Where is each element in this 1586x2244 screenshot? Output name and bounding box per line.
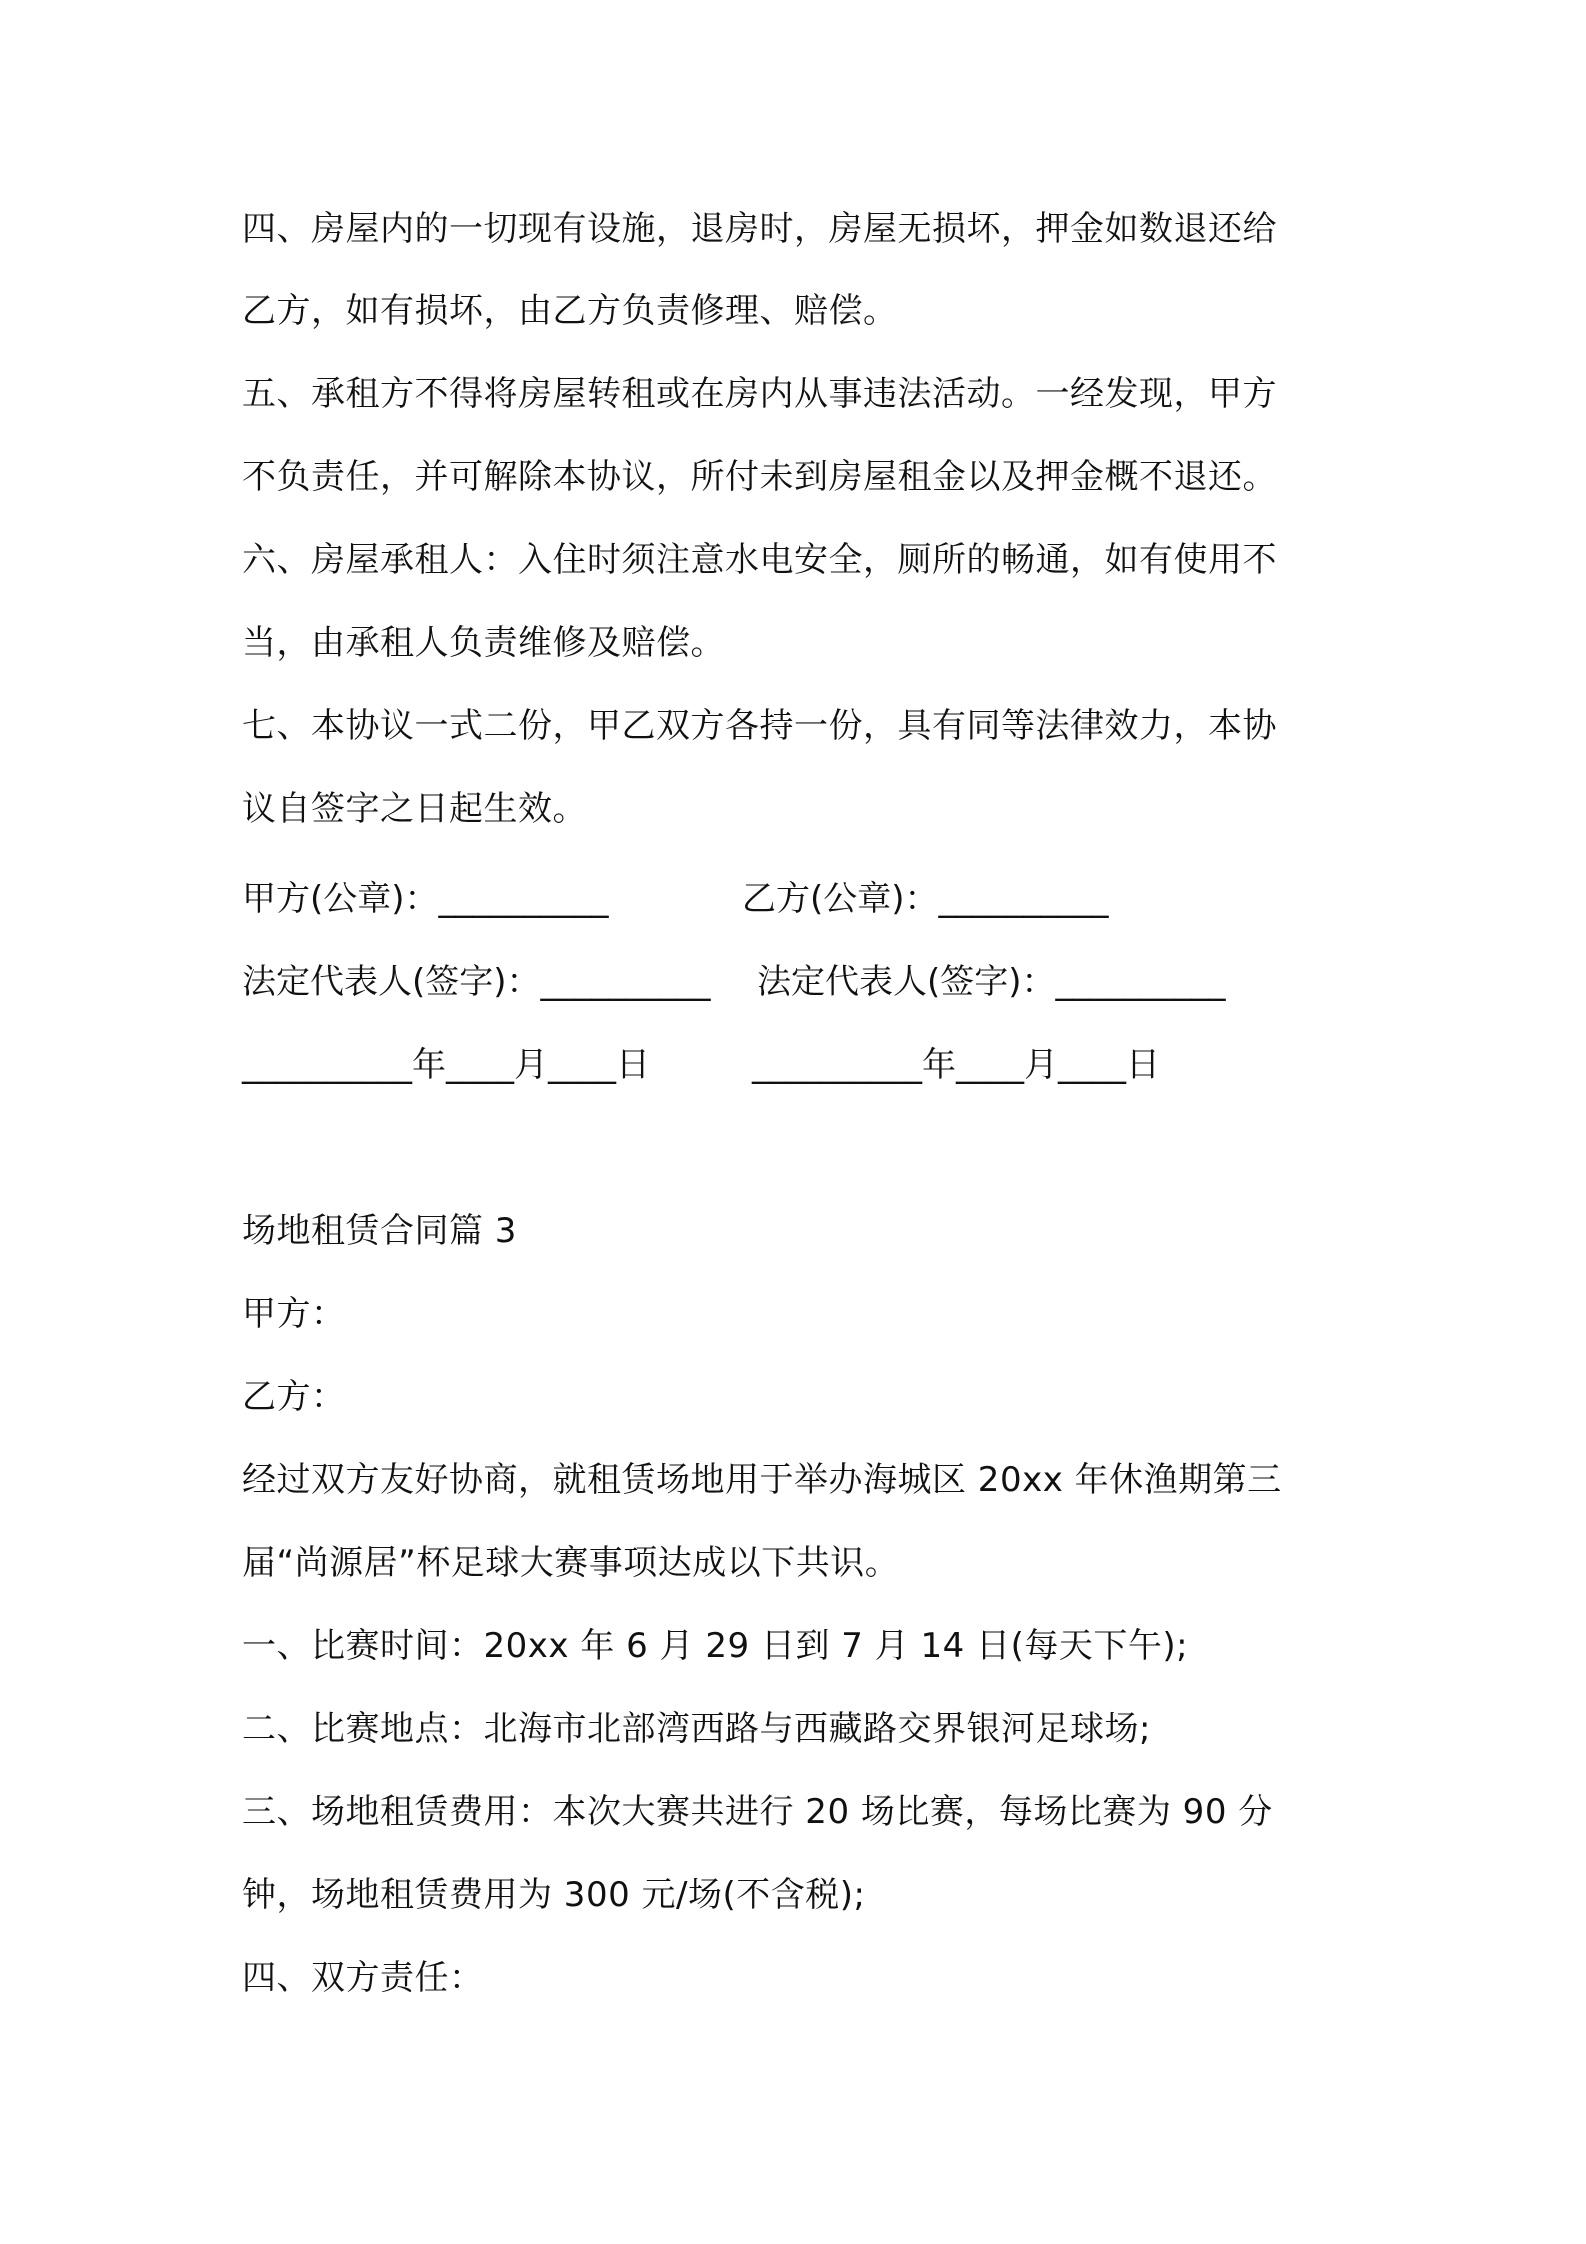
clause-4-line-1: 四、房屋内的一切现有设施，退房时，房屋无损坏，押金如数退还给 <box>242 209 1277 249</box>
clause-6-line-2: 当，由承租人负责维修及赔偿。 <box>242 623 725 663</box>
party-b-label: 乙方： <box>242 1377 346 1417</box>
clause-5-line-1: 五、承租方不得将房屋转租或在房内从事违法活动。一经发现，甲方 <box>242 374 1277 414</box>
date-b-field: __________年____月____日 <box>752 1045 1160 1085</box>
date-a-field: __________年____月____日 <box>242 1045 650 1085</box>
party-a-seal-field: 甲方(公章)：__________ <box>242 879 609 919</box>
clause-5-line-2: 不负责任，并可解除本协议，所付未到房屋租金以及押金概不退还。 <box>242 457 1277 497</box>
article-3-fee-line-2: 钟，场地租赁费用为 300 元/场(不含税); <box>242 1875 866 1915</box>
article-3-fee-line-1: 三、场地租赁费用：本次大赛共进行 20 场比赛，每场比赛为 90 分 <box>242 1792 1273 1832</box>
article-4-responsibilities: 四、双方责任： <box>242 1958 484 1998</box>
legal-rep-b-field: 法定代表人(签字)：__________ <box>757 962 1226 1002</box>
preamble-line-1: 经过双方友好协商，就租赁场地用于举办海城区 20xx 年休渔期第三 <box>242 1460 1282 1500</box>
preamble-line-2: 届“尚源居”杯足球大赛事项达成以下共识。 <box>242 1543 900 1583</box>
party-b-seal-field: 乙方(公章)：__________ <box>742 879 1109 919</box>
party-a-label: 甲方： <box>242 1294 346 1334</box>
article-2-location: 二、比赛地点：北海市北部湾西路与西藏路交界银河足球场; <box>242 1709 1151 1749</box>
clause-6-line-1: 六、房屋承租人：入住时须注意水电安全，厕所的畅通，如有使用不 <box>242 540 1277 580</box>
legal-rep-a-field: 法定代表人(签字)：__________ <box>242 962 711 1002</box>
clause-7-line-1: 七、本协议一式二份，甲乙双方各持一份，具有同等法律效力，本协 <box>242 706 1277 746</box>
article-1-time: 一、比赛时间：20xx 年 6 月 29 日到 7 月 14 日(每天下午); <box>242 1626 1189 1666</box>
clause-4-line-2: 乙方，如有损坏，由乙方负责修理、赔偿。 <box>242 291 898 331</box>
clause-7-line-2: 议自签字之日起生效。 <box>242 789 587 829</box>
section-title: 场地租赁合同篇 3 <box>242 1211 517 1251</box>
